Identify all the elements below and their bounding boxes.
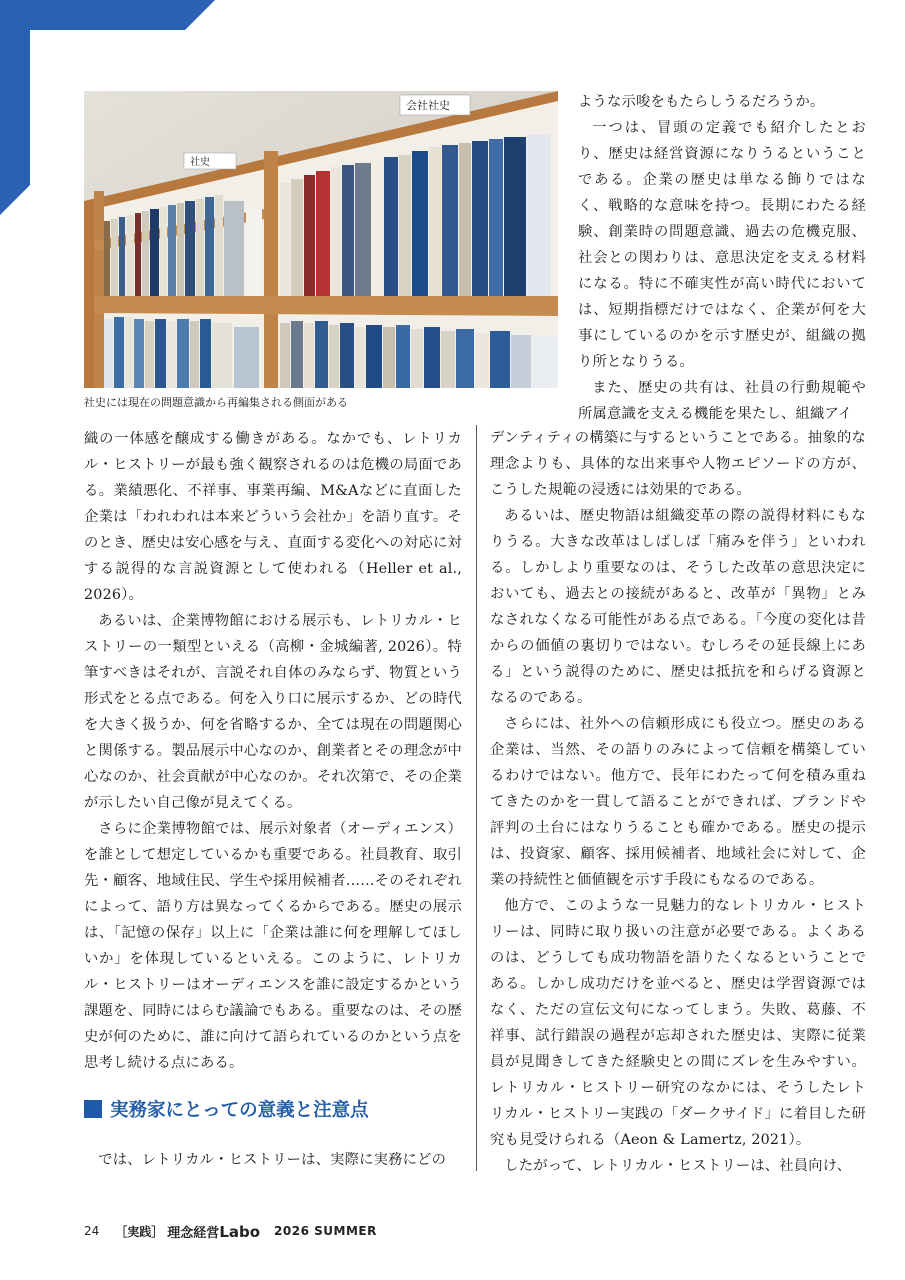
left-paragraph-1: 織の一体感を醸成する働きがある。なかでも、レトリカル・ヒストリーが最も強く観察されるのは危機の局面である。業績悪化、不祥事、事業再編、M&Aなどに直面した企業は「われわれは本来どういう会社か」を語り直す。そのとき、歴史は安心感を与え、直面する変化への対応に対する説得的な言説資源として使われる（Heller et al., 2026）。	[84, 431, 462, 603]
left-column	[84, 426, 462, 1076]
magazine-title-suffix: Labo	[219, 1222, 261, 1241]
magazine-title	[167, 1222, 260, 1241]
section-heading-text: 実務家にとっての意義と注意点	[110, 1100, 369, 1121]
right-paragraph-3: また、歴史の共有は、社員の行動規範や所属意識を支える機能を果たし、組織アイ	[578, 380, 866, 422]
left-paragraph-2: あるいは、企業博物館における展示も、レトリカル・ヒストリーの一類型といえる（高柳・金城編著, 2026）。特筆すべきはそれが、言説それ自体のみならず、物質という形式をとる点である。何を入り口に展示するか、どの時代を大きく扱うか、何を省略するか、全ては現在の問題関心と関係する。製品展示中心なのか、創業者とその理念が中心なのか、社会貢献が中心なのか。それ次第で、その企業が示したい自己像が見えてくる。	[84, 613, 462, 811]
right-paragraph-4: デンティティの構築に与するということである。抽象的な理念よりも、具体的な出来事や人物エピソードの方が、こうした規範の浸透には効果的である。	[490, 430, 866, 498]
section-heading	[84, 1095, 462, 1123]
right-paragraph-8: したがって、レトリカル・ヒストリーは、社員向け、	[504, 1158, 852, 1174]
page-number: 24	[84, 1224, 100, 1238]
left-final-paragraph: では、レトリカル・ヒストリーは、実際に実務にどの	[98, 1152, 447, 1168]
right-column-top	[578, 89, 866, 427]
bookshelf-photo	[84, 91, 558, 388]
shelf-label-2: 社史	[190, 157, 210, 168]
heading-square-icon	[84, 1100, 102, 1118]
footer-tag: ［実践］	[115, 1224, 164, 1239]
right-paragraph-7: 他方で、このような一見魅力的なレトリカル・ヒストリーは、同時に取り扱いの注意が必要である。よくあるのは、どうしても成功物語を語りたくなるということである。しかし成功だけを並べると、歴史は学習資源ではなく、ただの宣伝文句になってしまう。失敗、葛藤、不祥事、試行錯誤の過程が忘却された歴史は、実際に従業員が見聞きしてきた経験史との間にズレを生みやすい。レトリカル・ヒストリー研究のなかには、そうしたレトリカル・ヒストリー実践の「ダークサイド」に着目した研究も見受けられる（Aeon & Lamertz, 2021）。	[490, 898, 866, 1148]
page-footer	[84, 1221, 377, 1241]
right-paragraph-6: さらには、社外への信頼形成にも役立つ。歴史のある企業は、当然、その語りのみによって信頼を構築しているわけではない。他方で、長年にわたって何を積み重ねてきたのかを一貫して語ることができれば、ブランドや評判の土台にはなりうることも確かである。歴史の提示は、投資家、顧客、採用候補者、地域社会に対して、企業の持続性と価値観を示す手段にもなるのである。	[490, 716, 866, 888]
issue-label: 2026 SUMMER	[274, 1224, 377, 1238]
shelf-label-1: 会社社史	[406, 99, 450, 112]
column-divider	[476, 425, 477, 1171]
right-paragraph-2: 一つは、冒頭の定義でも紹介したとおり、歴史は経営資源になりうるということである。企業の歴史は単なる飾りではなく、戦略的な意味を持つ。長期にわたる経験、創業時の問題意識、過去の危機克服、社会との関わりは、意思決定を支える材料になる。特に不確実性が高い時代においては、短期指標だけではなく、企業が何を大事にしているのかを示す歴史が、組織の拠り所となりうる。	[578, 120, 866, 370]
right-paragraph-1: ような示唆をもたらしうるだろうか。	[578, 94, 825, 110]
photo-caption: 社史には現在の問題意識から再編集される側面がある	[84, 396, 348, 409]
left-paragraph-3: さらに企業博物館では、展示対象者（オーディエンス）を誰として想定しているかも重要である。社員教育、取引先・顧客、地域住民、学生や採用候補者……そのそれぞれによって、語り方は異なってくるからである。歴史の展示は、「記憶の保存」以上に「企業は誰に何を理解してほしいか」を体現しているといえる。このように、レトリカル・ヒストリーはオーディエンスを誰に設定するかという課題を、同時にはらむ議論でもある。重要なのは、その歴史が何のために、誰に向けて語られているのかという点を思考し続ける点にある。	[84, 821, 462, 1071]
right-paragraph-5: あるいは、歴史物語は組織変革の際の説得材料にもなりうる。大きな改革はしばしば「痛みを伴う」といわれる。しかしより重要なのは、そうした改革の意思決定においても、過去との接続があると、改革が「異物」とみなされなくなる可能性がある点である。「今度の変化は昔からの価値の裏切りではない。むしろその延長線上にある」という説得のために、歴史は抵抗を和らげる資源となるのである。	[490, 508, 866, 706]
right-column-bottom	[490, 425, 866, 1179]
left-column-end	[84, 1147, 462, 1173]
magazine-title-prefix: 理念経営	[167, 1225, 220, 1241]
